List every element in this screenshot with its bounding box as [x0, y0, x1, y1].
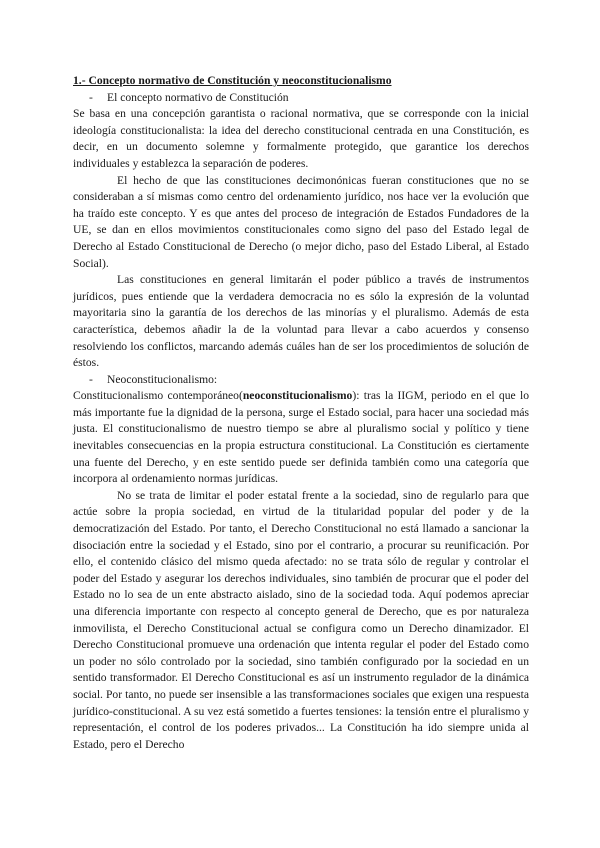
bold-term: neoconstitucionalismo: [242, 389, 353, 403]
paragraph: El hecho de que las constituciones decimonónicas fueran constituciones que no se consideraban a sí mismas como centro del ordenamiento jurídico, nos hace ver la evolución que ha traído este concepto. Y es que antes del proceso de integración de Estados Fundadores de la UE, se dan en ellos movimientos constitucionales como signo del paso del Estado legal de Derecho al Estado Constitucional de Derecho (o mejor dicho, paso del Estado Liberal, al Estado Social).: [73, 173, 529, 270]
bullet-label: El concepto normativo de Constitución: [107, 90, 289, 104]
paragraph: Las constituciones en general limitarán el poder público a través de instrumentos jurídicos, pues entiende que la verdadera democracia no es sólo la expresión de la voluntad mayoritaria sino la garantía de los derechos de las minorías y el pluralismo. Además de esta característica, debemos añadir la de la voluntad para llevar a cabo acuerdos y consenso resolviendo los conflictos, marcando además cuáles han de ser los procedimientos de solución de éstos.: [73, 273, 529, 370]
bullet-concepto-normativo: [73, 90, 529, 107]
paragraph-lead: Constitucionalismo contemporáneo(: [73, 389, 243, 403]
paragraph: [73, 388, 529, 488]
bullet-dash: -: [89, 372, 93, 386]
bullet-dash: -: [89, 90, 93, 104]
paragraph: Se basa en una concepción garantista o racional normativa, que se corresponde con la inicial ideología constitucionalista: la idea del derecho constitucional centrada en una Constitución, es decir, en un documento solemne y formalmente protegido, que garantice los derechos individuales y establezca la separación de poderes.: [73, 107, 529, 170]
bullet-label: Neoconstitucionalismo:: [107, 372, 218, 386]
paragraph-rest: ): tras la IIGM, periodo en el que lo más importante fue la dignidad de la persona, surge el Estado social, para hacer una sociedad más justa. El constitucionalismo de nuestro tiempo se abre al pluralismo social y político y tiene inevitables consecuencias en la propia estructura constitucional. La Constitución es ciertamente una fuente del Derecho, y en este sentido puede ser definida también como una categoría que incorpora al ordenamiento normas jurídicas.: [73, 389, 529, 486]
document-page: [73, 73, 529, 753]
section-title: 1.- Concepto normativo de Constitución y neoconstitucionalismo: [73, 74, 392, 87]
paragraph: No se trata de limitar el poder estatal frente a la sociedad, sino de regularlo para que actúe sobre la propia sociedad, en virtud de la titularidad popular del poder y de la democratización del Estado. Por tanto, el Derecho Constitucional no está llamado a sancionar la disociación entre la sociedad y el Estado, sino por el contrario, a procurar su reunificación. Por ello, el contenido clásico del mismo queda afectado: no se trata sólo de regular y controlar el poder del Estado y asegurar los derechos individuales, sino también de procurar que el poder del Estado no lo sea de un ente abstracto aislado, sino de la sociedad toda. Aquí podemos apreciar una diferencia importante con respecto al concepto general de Derecho, que es por naturaleza inmovilista, el Derecho Constitucional actual se configura como un Derecho dinamizador. El Derecho Constitucional promueve una ordenación que intenta regular el poder del Estado como un poder no sólo controlado por la sociedad, sino también configurado por la sociedad en un sentido transformador. El Derecho Constitucional es así un instrumento regulador de la dinámica social. Por tanto, no puede ser insensible a las transformaciones sociales que exigen una respuesta jurídico-constitucional. A su vez está sometido a fuertes tensiones: la tensión entre el pluralismo y representación, el control de los poderes privados... La Constitución ha ido siempre unida al Estado, pero el Derecho: [73, 488, 529, 751]
bullet-neoconstitucionalismo: [73, 372, 529, 389]
